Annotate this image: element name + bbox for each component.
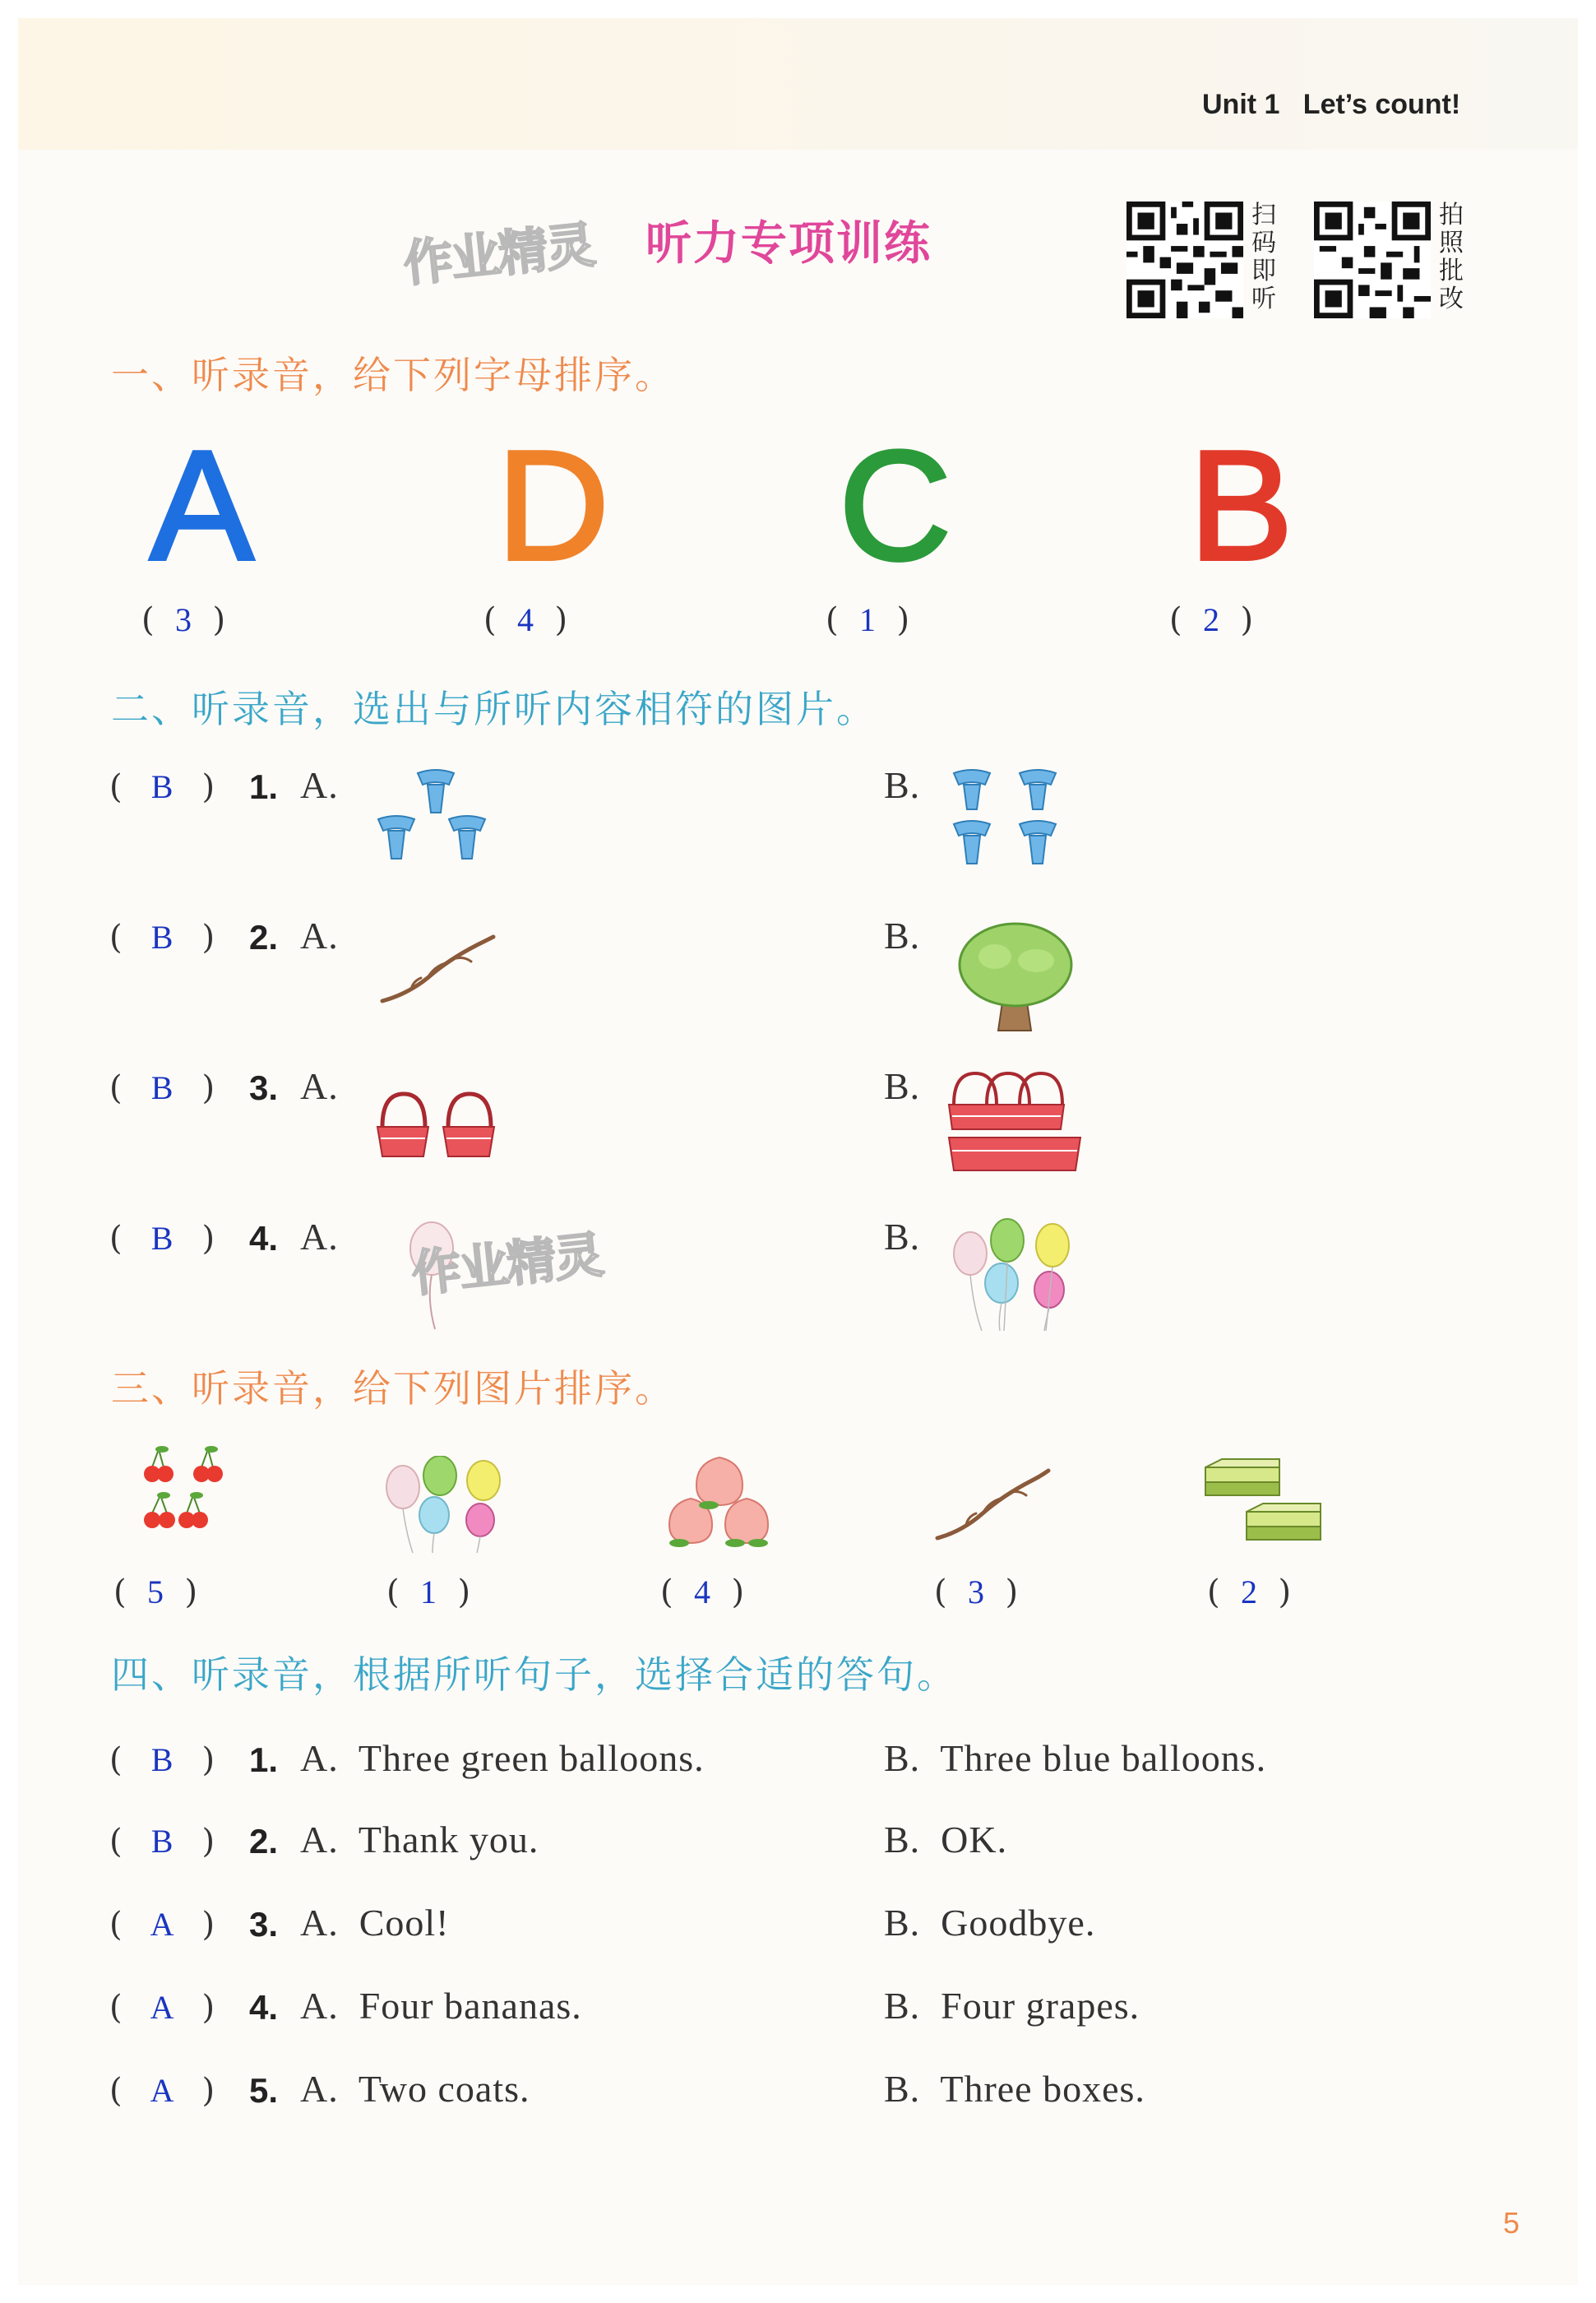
answer-value: A bbox=[150, 1906, 174, 1943]
answer-value: B bbox=[150, 1069, 173, 1106]
question-number: 1. bbox=[249, 1740, 279, 1779]
unit-label: Unit 1 bbox=[1202, 89, 1280, 120]
answer-value: 4 bbox=[517, 601, 534, 638]
answer-blank[interactable]: ( B ) bbox=[109, 1741, 215, 1779]
option-b-label: B. bbox=[884, 1216, 921, 1258]
answer-value: 2 bbox=[1203, 601, 1220, 638]
answer-value: A bbox=[150, 2072, 174, 2109]
qr-caption-char: 拍 bbox=[1439, 201, 1464, 229]
answer-value: B bbox=[150, 1741, 173, 1778]
boxes-icon[interactable] bbox=[1200, 1454, 1332, 1553]
section4-heading: 四、听录音，根据所听句子，选择合适的答句。 bbox=[111, 1652, 957, 1697]
letter-a: A bbox=[150, 419, 254, 593]
answer-blank[interactable]: ( 5 ) bbox=[113, 1573, 198, 1611]
answer-value: 1 bbox=[859, 601, 877, 638]
branch-icon[interactable] bbox=[378, 934, 502, 1008]
answer-blank[interactable]: ( 1 ) bbox=[826, 601, 910, 639]
four-scarves-icon[interactable] bbox=[946, 765, 1077, 880]
qr-caption-char: 码 bbox=[1251, 229, 1276, 257]
answer-blank[interactable]: ( B ) bbox=[109, 1069, 215, 1107]
letter-d: D bbox=[497, 419, 610, 593]
peaches-icon[interactable] bbox=[658, 1448, 781, 1555]
unit-header bbox=[1202, 89, 1460, 121]
qr-caption-char: 改 bbox=[1439, 285, 1464, 313]
page-number: 5 bbox=[1503, 2206, 1520, 2240]
answer-blank[interactable]: ( 2 ) bbox=[1207, 1573, 1292, 1611]
many-bags-icon[interactable] bbox=[946, 1065, 1085, 1180]
branch-icon[interactable] bbox=[933, 1464, 1057, 1546]
qr-code-listen-icon[interactable] bbox=[1126, 202, 1243, 318]
answer-value: B bbox=[150, 1220, 173, 1257]
answer-value: 4 bbox=[694, 1573, 711, 1610]
three-scarves-icon[interactable] bbox=[370, 765, 502, 872]
header-band bbox=[18, 18, 1578, 150]
option-a-label: A. bbox=[300, 1065, 339, 1107]
question-number: 4. bbox=[249, 1219, 279, 1258]
answer-blank[interactable]: ( 3 ) bbox=[934, 1573, 1019, 1611]
answer-blank[interactable]: ( 1 ) bbox=[386, 1573, 471, 1611]
qr-caption-char: 批 bbox=[1439, 257, 1464, 285]
option-b-label: B. bbox=[884, 915, 921, 957]
answer-blank[interactable]: ( 4 ) bbox=[483, 601, 568, 639]
section2-heading: 二、听录音，选出与所听内容相符的图片。 bbox=[111, 687, 877, 731]
qr-listen-caption bbox=[1251, 202, 1279, 313]
option-a: A. Cool! bbox=[300, 1902, 450, 1944]
question-number: 5. bbox=[249, 2071, 279, 2110]
watermark: 作业精灵 bbox=[400, 216, 597, 294]
balloons-icon[interactable] bbox=[378, 1456, 510, 1555]
option-b: B. OK. bbox=[884, 1819, 1008, 1860]
answer-blank[interactable]: ( A ) bbox=[109, 2072, 215, 2110]
four-balloons-icon[interactable] bbox=[946, 1217, 1077, 1332]
section3-heading: 三、听录音，给下列图片排序。 bbox=[111, 1366, 675, 1411]
answer-blank[interactable]: ( 2 ) bbox=[1169, 601, 1254, 639]
answer-value: 2 bbox=[1241, 1573, 1258, 1610]
page-title: 听力专项训练 bbox=[645, 217, 932, 271]
answer-blank[interactable]: ( B ) bbox=[109, 768, 215, 806]
question-number: 3. bbox=[249, 1905, 279, 1944]
option-a: A. Three green balloons. bbox=[300, 1737, 705, 1779]
qr-code-grade-icon[interactable] bbox=[1314, 202, 1431, 318]
option-b: B. Goodbye. bbox=[884, 1902, 1096, 1944]
answer-value: 3 bbox=[175, 601, 192, 638]
question-number: 4. bbox=[249, 1988, 279, 2027]
answer-value: A bbox=[150, 1989, 174, 2026]
answer-blank[interactable]: ( B ) bbox=[109, 1220, 215, 1258]
option-b: B. Three blue balloons. bbox=[884, 1737, 1267, 1779]
answer-value: B bbox=[150, 1823, 173, 1860]
qr-caption-char: 即 bbox=[1251, 257, 1276, 285]
question-number: 2. bbox=[249, 918, 279, 957]
answer-blank[interactable]: ( A ) bbox=[109, 1906, 215, 1944]
answer-blank[interactable]: ( B ) bbox=[109, 919, 215, 957]
answer-blank[interactable]: ( A ) bbox=[109, 1989, 215, 2027]
option-b: B. Four grapes. bbox=[884, 1985, 1140, 2027]
option-b-label: B. bbox=[884, 764, 921, 806]
question-number: 2. bbox=[249, 1822, 279, 1860]
question-number: 1. bbox=[249, 767, 279, 806]
qr-caption-char: 照 bbox=[1439, 229, 1464, 257]
watermark: 作业精灵 bbox=[409, 1226, 605, 1304]
question-number: 3. bbox=[249, 1068, 279, 1107]
qr-caption-char: 听 bbox=[1251, 285, 1276, 313]
option-a: A. Two coats. bbox=[300, 2068, 530, 2110]
answer-value: B bbox=[150, 768, 173, 805]
option-a-label: A. bbox=[300, 764, 339, 806]
answer-value: 1 bbox=[420, 1573, 437, 1610]
option-a: A. Thank you. bbox=[300, 1819, 539, 1860]
qr-grade-caption bbox=[1439, 202, 1467, 313]
tree-icon[interactable] bbox=[954, 920, 1077, 1035]
option-a-label: A. bbox=[300, 915, 339, 957]
answer-blank[interactable]: ( 3 ) bbox=[141, 601, 226, 639]
cherries-icon[interactable] bbox=[127, 1441, 234, 1548]
answer-blank[interactable]: ( B ) bbox=[109, 1823, 215, 1860]
answer-value: B bbox=[150, 919, 173, 956]
option-a: A. Four bananas. bbox=[300, 1985, 582, 2027]
option-b-label: B. bbox=[884, 1065, 921, 1107]
option-a-label: A. bbox=[300, 1216, 339, 1258]
section1-heading: 一、听录音，给下列字母排序。 bbox=[111, 353, 675, 397]
letter-b: B bbox=[1189, 419, 1293, 593]
qr-caption-char: 扫 bbox=[1251, 201, 1276, 229]
lesson-title: Let’s count! bbox=[1302, 89, 1461, 120]
letter-c: C bbox=[839, 419, 952, 593]
answer-value: 3 bbox=[968, 1573, 985, 1610]
answer-blank[interactable]: ( 4 ) bbox=[660, 1573, 745, 1611]
answer-value: 5 bbox=[147, 1573, 164, 1610]
option-b: B. Three boxes. bbox=[884, 2068, 1145, 2110]
two-bags-icon[interactable] bbox=[374, 1084, 506, 1166]
